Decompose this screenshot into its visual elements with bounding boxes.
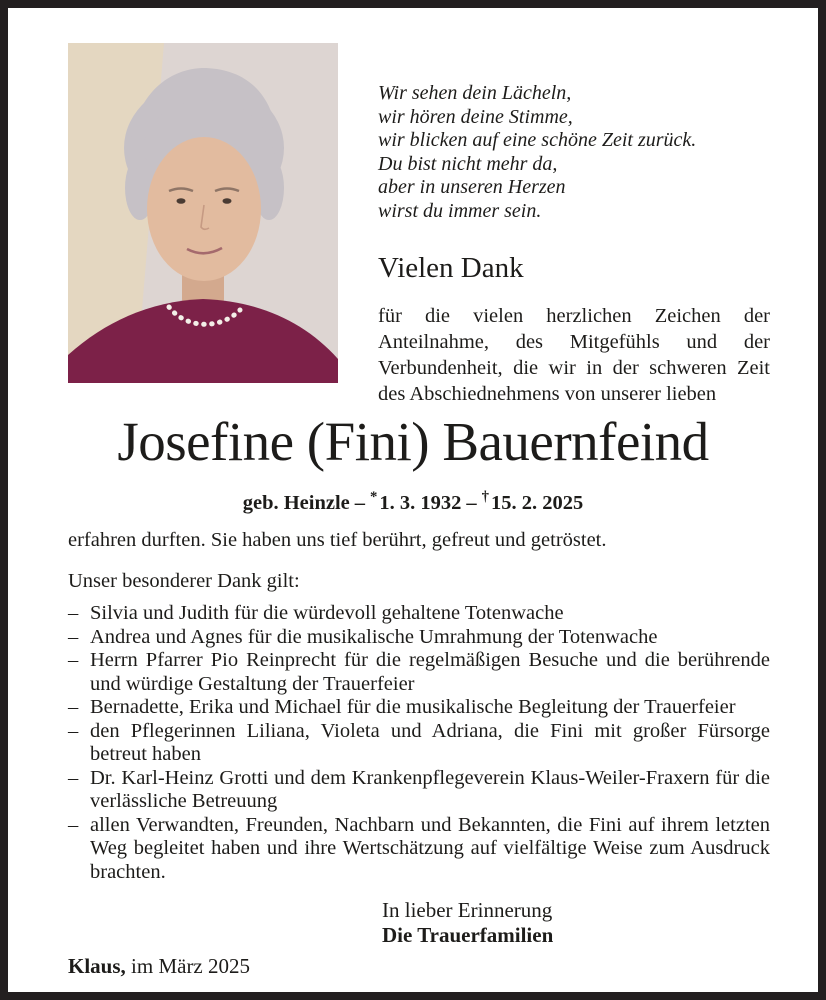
list-item — [68, 814, 770, 885]
mourning-families: Die Trauerfamilien — [382, 923, 554, 947]
item-dash: – — [68, 696, 79, 718]
deceased-dates — [8, 489, 818, 515]
item-dash: – — [68, 602, 79, 624]
birth-date: 1. 3. 1932 — [379, 491, 462, 514]
item-text: den Pflegerinnen Liliana, Violeta und Adriana, die Fini mit großer Fürsorge betreut haben — [90, 719, 770, 765]
birth-name: geb. Heinzle — [242, 491, 350, 514]
poem-line: Du bist nicht mehr da, — [378, 152, 558, 175]
place-name: Klaus, — [68, 954, 126, 978]
item-text: Dr. Karl-Heinz Grotti und dem Krankenpflegeverein Klaus-Weiler-Fraxern für die verlässliche Betreuung — [90, 766, 770, 812]
item-dash: – — [68, 719, 79, 742]
item-dash: – — [68, 649, 79, 671]
item-text: Andrea und Agnes für die musikalische Umrahmung der Totenwache — [90, 625, 658, 648]
continuation-text: erfahren durften. Sie haben uns tief berührt, gefreut und getröstet. — [68, 529, 607, 551]
list-item — [68, 602, 770, 626]
item-text: Bernadette, Erika und Michael für die musikalische Begleitung der Trauerfeier — [90, 696, 736, 718]
list-item — [68, 767, 770, 814]
thanks-title: Vielen Dank — [378, 252, 524, 284]
item-text: allen Verwandten, Freunden, Nachbarn und Bekannten, die Fini auf ihrem letzten Weg begleitet haben und ihre Wertschätzung auf vielfältige Weise zum Ausdruck brachten. — [90, 813, 770, 883]
dash-separator: – — [466, 491, 477, 514]
thanks-list — [68, 602, 770, 884]
item-dash: – — [68, 766, 79, 789]
body-text — [68, 529, 770, 884]
poem-line: aber in unseren Herzen — [378, 176, 566, 198]
poem-line: wir blicken auf eine schöne Zeit zurück. — [378, 129, 697, 151]
poem-line: wirst du immer sein. — [378, 199, 542, 222]
place-date — [68, 954, 250, 979]
item-text: Herrn Pfarrer Pio Reinprecht für die regelmäßigen Besuche und die berührende und würdige Gestaltung der Trauerfeier — [90, 649, 770, 695]
deceased-name: Josefine (Fini) Bauernfeind — [117, 411, 709, 472]
item-dash: – — [68, 625, 79, 648]
closing-line: In lieber Erinnerung — [382, 898, 553, 922]
thanks-intro: für die vielen herzlichen Zeichen der Anteilnahme, des Mitgefühls und der Verbundenheit, die wir in der schweren Zeit des Abschiednehmens von unserer lieben — [378, 305, 770, 405]
closing-block — [382, 898, 553, 948]
memorial-poem — [378, 82, 776, 223]
dash-separator: – — [354, 491, 366, 514]
birth-star-symbol: * — [370, 489, 378, 505]
poem-line: wir hören deine Stimme, — [378, 105, 573, 128]
portrait-illustration — [68, 43, 338, 383]
item-dash: – — [68, 813, 79, 836]
death-cross-symbol: † — [481, 489, 490, 505]
death-date: 15. 2. 2025 — [491, 491, 584, 514]
list-item — [68, 696, 770, 720]
item-text: Silvia und Judith für die würdevoll gehaltene Totenwache — [90, 602, 564, 624]
poem-line: Wir sehen dein Lächeln, — [378, 82, 572, 104]
list-item — [68, 720, 770, 767]
list-item — [68, 626, 770, 650]
thanks-list-intro: Unser besonderer Dank gilt: — [68, 569, 300, 592]
list-item — [68, 649, 770, 696]
portrait-photo — [68, 43, 338, 383]
date-text: im März 2025 — [131, 954, 251, 978]
